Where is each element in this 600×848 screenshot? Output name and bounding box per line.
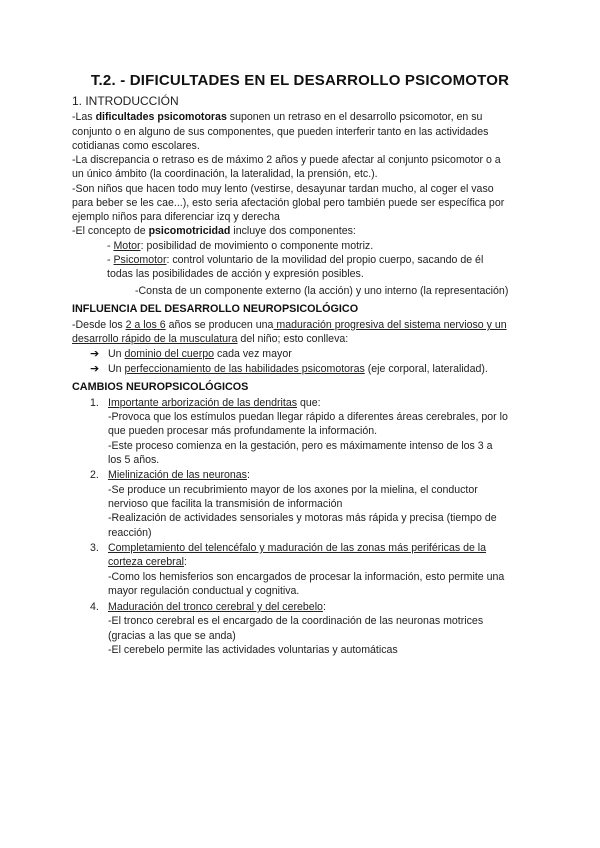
paragraph-line: -Desde los 2 a los 6 años se producen una maduración progresiva del sistema nervioso y un <box>72 319 507 331</box>
paragraph-line: mayor regulación conductual y cognitiva. <box>108 585 300 597</box>
paragraph-line: los 5 años. <box>108 454 160 466</box>
paragraph-line: para beber se les cae...), esto seria afectación global pero también puede ser específica por <box>72 197 505 209</box>
paragraph-line: -Realización de actividades sensoriales y motoras más rápida y precisa (tiempo de <box>108 512 497 524</box>
bold-term: dificultades psicomotoras <box>95 111 227 123</box>
paragraph-line: -Las dificultades psicomotoras suponen un retraso en el desarrollo psicomotor, en su <box>72 111 483 123</box>
paragraph-line: -El concepto de psicomotricidad incluye dos componentes: <box>72 225 356 237</box>
list-item-title: corteza cerebral: <box>108 556 187 568</box>
paragraph-line: -Consta de un componente externo (la acción) y uno interno (la representación) <box>135 285 509 297</box>
section-heading-influencia: INFLUENCIA DEL DESARROLLO NEUROPSICOLÓGICO <box>72 303 359 315</box>
paragraph-line: -Este proceso comienza en la gestación, pero es máximamente intenso de los 3 a <box>108 440 493 452</box>
list-item-title: Mielinización de las neuronas: <box>108 469 250 481</box>
list-number: 4. <box>90 601 99 613</box>
paragraph-line: -El tronco cerebral es el encargado de la coordinación de las neuronas motrices <box>108 615 484 627</box>
list-item: Un perfeccionamiento de las habilidades psicomotoras (eje corporal, lateralidad). <box>108 363 488 375</box>
list-item-title: Completamiento del telencéfalo y maduración de las zonas más periféricas de la <box>108 542 487 554</box>
paragraph-line: que pueden procesar más profundamente la información. <box>108 425 378 437</box>
paragraph-line: nervioso que facilita la transmisión de información <box>108 498 343 510</box>
paragraph-line: -La discrepancia o retraso es de máximo 2 años y puede afectar al conjunto psicomotor o a <box>72 154 501 166</box>
paragraph-line: ejemplo niños para diferenciar izq y derecha <box>72 211 280 223</box>
list-item: Un dominio del cuerpo cada vez mayor <box>108 348 292 360</box>
list-item-psicomotor: - Psicomotor: control voluntario de la movilidad del propio cuerpo, sacando de él <box>107 254 484 266</box>
paragraph-line: -Son niños que hacen todo muy lento (vestirse, desayunar tardan mucho, al coger el vaso <box>72 183 494 195</box>
paragraph-line: desarrollo rápido de la musculatura del niño; esto conlleva: <box>72 333 349 345</box>
paragraph-line: cotidianas como escolares. <box>72 140 200 152</box>
page-title: T.2. - DIFICULTADES EN EL DESARROLLO PSICOMOTOR <box>90 72 510 89</box>
list-number: 1. <box>90 397 99 409</box>
paragraph-line: reacción) <box>108 527 152 539</box>
paragraph-line: -Se produce un recubrimiento mayor de los axones por la mielina, el conductor <box>108 484 478 496</box>
list-item-motor: - Motor: posibilidad de movimiento o componente motriz. <box>107 240 374 252</box>
list-number: 2. <box>90 469 99 481</box>
paragraph-line: -Provoca que los estímulos puedan llegar rápido a diferentes áreas cerebrales, por lo <box>108 411 508 423</box>
paragraph-line: todas las posibilidades de acción y expresión posibles. <box>107 268 364 280</box>
section-heading-introduccion: 1. INTRODUCCIÓN <box>72 94 179 108</box>
section-heading-cambios: CAMBIOS NEUROPSICOLÓGICOS <box>72 381 249 393</box>
paragraph-line: conjunto o en alguno de sus componentes, que pueden interferir tanto en las actividades <box>72 126 489 138</box>
paragraph-line: (gracias a las que se anda) <box>108 630 236 642</box>
list-item-title: Importante arborización de las dendritas que: <box>108 397 321 409</box>
paragraph-line: un único ámbito (la coordinación, la lateralidad, la prensión, etc.). <box>72 168 378 180</box>
bold-term: psicomotricidad <box>148 225 231 237</box>
paragraph-line: -El cerebelo permite las actividades voluntarias y automáticas <box>108 644 398 656</box>
list-item-title: Maduración del tronco cerebral y del cerebelo: <box>108 601 326 613</box>
list-number: 3. <box>90 542 99 554</box>
arrow-bullet-icon: ➔ <box>90 363 100 375</box>
paragraph-line: -Como los hemisferios son encargados de procesar la información, esto permite una <box>108 571 505 583</box>
arrow-bullet-icon: ➔ <box>90 348 100 360</box>
